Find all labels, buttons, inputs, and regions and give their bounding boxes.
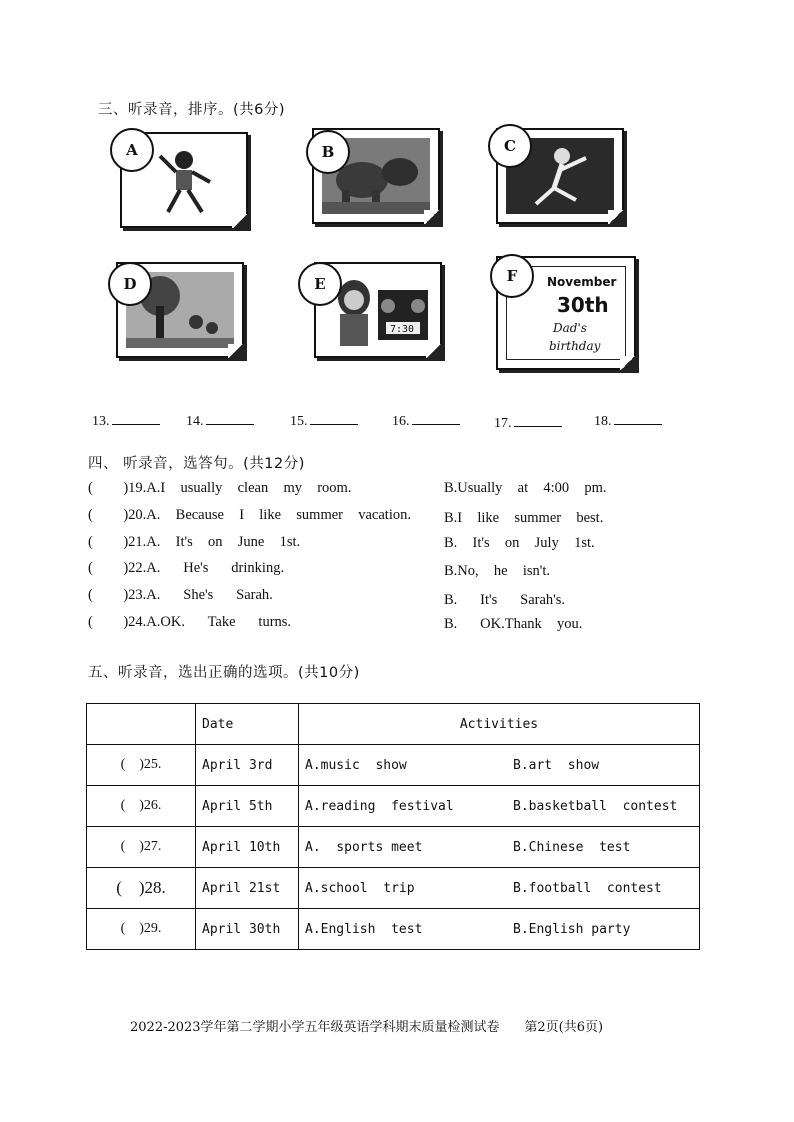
answer-blank-15[interactable] — [290, 412, 358, 430]
question-24-option-b: B. OK.Thank you. — [444, 616, 583, 632]
table-row — [87, 745, 700, 786]
option-a: A. She's Sarah. — [146, 587, 273, 603]
option-a: A. sports meet — [299, 827, 508, 868]
question-number[interactable]: ( )23. — [88, 587, 147, 603]
calendar-day: 30th — [557, 293, 609, 317]
page-curl — [608, 210, 624, 224]
blank-line — [412, 412, 460, 425]
blank-line — [514, 414, 562, 427]
date-cell: April 30th — [196, 909, 299, 950]
table-row — [87, 909, 700, 950]
page-curl — [424, 210, 440, 224]
option-b: B.English party — [507, 909, 700, 950]
card-letter-d: D — [108, 262, 152, 306]
card-letter-a: A — [110, 128, 154, 172]
card-letter-e: E — [298, 262, 342, 306]
page-curl — [232, 214, 248, 228]
question-number[interactable]: ( )21. — [88, 534, 147, 550]
question-21-option-b: B. It's on July 1st. — [444, 535, 595, 551]
option-a: A.school trip — [299, 868, 508, 909]
page-curl — [426, 344, 442, 358]
header-blank — [87, 704, 196, 745]
question-22-option-b: B.No, he isn't. — [444, 563, 551, 579]
question-20 — [88, 507, 411, 524]
calendar-note-1: Dad's — [553, 321, 587, 335]
answer-blank-16[interactable] — [392, 412, 460, 430]
question-21 — [88, 534, 300, 551]
page-footer: 2022-2023学年第二学期小学五年级英语学科期末质量检测试卷 第2页(共6页) — [130, 1020, 604, 1035]
option-b: B.Chinese test — [507, 827, 700, 868]
blank-label: 18. — [594, 414, 612, 429]
table-header-row — [87, 704, 700, 745]
section4-title: 四、 听录音，选答句。(共12分) — [88, 456, 305, 472]
option-a: A.music show — [299, 745, 508, 786]
option-a: A. He's drinking. — [146, 560, 285, 576]
question-20-option-b: B.I like summer best. — [444, 510, 604, 526]
blank-label: 13. — [92, 414, 110, 429]
table-row — [87, 786, 700, 827]
header-activities: Activities — [299, 704, 700, 745]
calendar-month: November — [547, 275, 617, 289]
option-a: A.OK. Take turns. — [146, 614, 292, 630]
question-number[interactable]: ( )27. — [87, 827, 196, 868]
answer-blank-18[interactable] — [594, 412, 662, 430]
clock-readout: 7:30 — [390, 324, 415, 335]
blank-line — [614, 412, 662, 425]
question-number[interactable]: ( )22. — [88, 560, 147, 576]
card-letter-b: B — [306, 130, 350, 174]
option-a: A. It's on June 1st. — [146, 534, 301, 550]
activities-table — [86, 703, 700, 950]
question-19-option-b: B.Usually at 4:00 pm. — [444, 480, 607, 496]
option-a: A.English test — [299, 909, 508, 950]
blank-label: 17. — [494, 416, 512, 431]
option-a: A.reading festival — [299, 786, 508, 827]
date-cell: April 5th — [196, 786, 299, 827]
card-letter-f: F — [490, 254, 534, 298]
option-b: B.art show — [507, 745, 700, 786]
question-number[interactable]: ( )19. — [88, 480, 147, 496]
page-curl — [620, 356, 636, 370]
page-curl — [228, 344, 244, 358]
answer-blank-13[interactable] — [92, 412, 160, 430]
blank-line — [310, 412, 358, 425]
table-row — [87, 868, 700, 909]
date-cell: April 3rd — [196, 745, 299, 786]
question-22 — [88, 560, 284, 577]
date-cell: April 21st — [196, 868, 299, 909]
section3-title: 三、听录音，排序。(共6分) — [98, 102, 286, 118]
section5-title: 五、听录音，选出正确的选项。(共10分) — [88, 665, 360, 681]
question-number[interactable]: ( )26. — [87, 786, 196, 827]
question-23 — [88, 587, 273, 604]
card-letter-c: C — [488, 124, 532, 168]
answer-blank-17[interactable] — [494, 414, 562, 432]
option-a: A. Because I like summer vacation. — [146, 507, 411, 523]
calendar-note-2: birthday — [549, 339, 601, 353]
question-19 — [88, 480, 351, 497]
blank-label: 14. — [186, 414, 204, 429]
blank-line — [112, 412, 160, 425]
option-a: A.I usually clean my room. — [146, 480, 352, 496]
answer-blank-14[interactable] — [186, 412, 254, 430]
option-b: B.basketball contest — [507, 786, 700, 827]
blank-label: 16. — [392, 414, 410, 429]
blank-label: 15. — [290, 414, 308, 429]
option-b: B.football contest — [507, 868, 700, 909]
blank-line — [206, 412, 254, 425]
question-number[interactable]: ( )28. — [87, 868, 196, 909]
question-number[interactable]: ( )20. — [88, 507, 147, 523]
question-number[interactable]: ( )25. — [87, 745, 196, 786]
question-number[interactable]: ( )29. — [87, 909, 196, 950]
question-number[interactable]: ( )24. — [88, 614, 147, 630]
question-23-option-b: B. It's Sarah's. — [444, 592, 566, 608]
question-24 — [88, 614, 291, 631]
date-cell: April 10th — [196, 827, 299, 868]
table-row — [87, 827, 700, 868]
header-date: Date — [196, 704, 299, 745]
